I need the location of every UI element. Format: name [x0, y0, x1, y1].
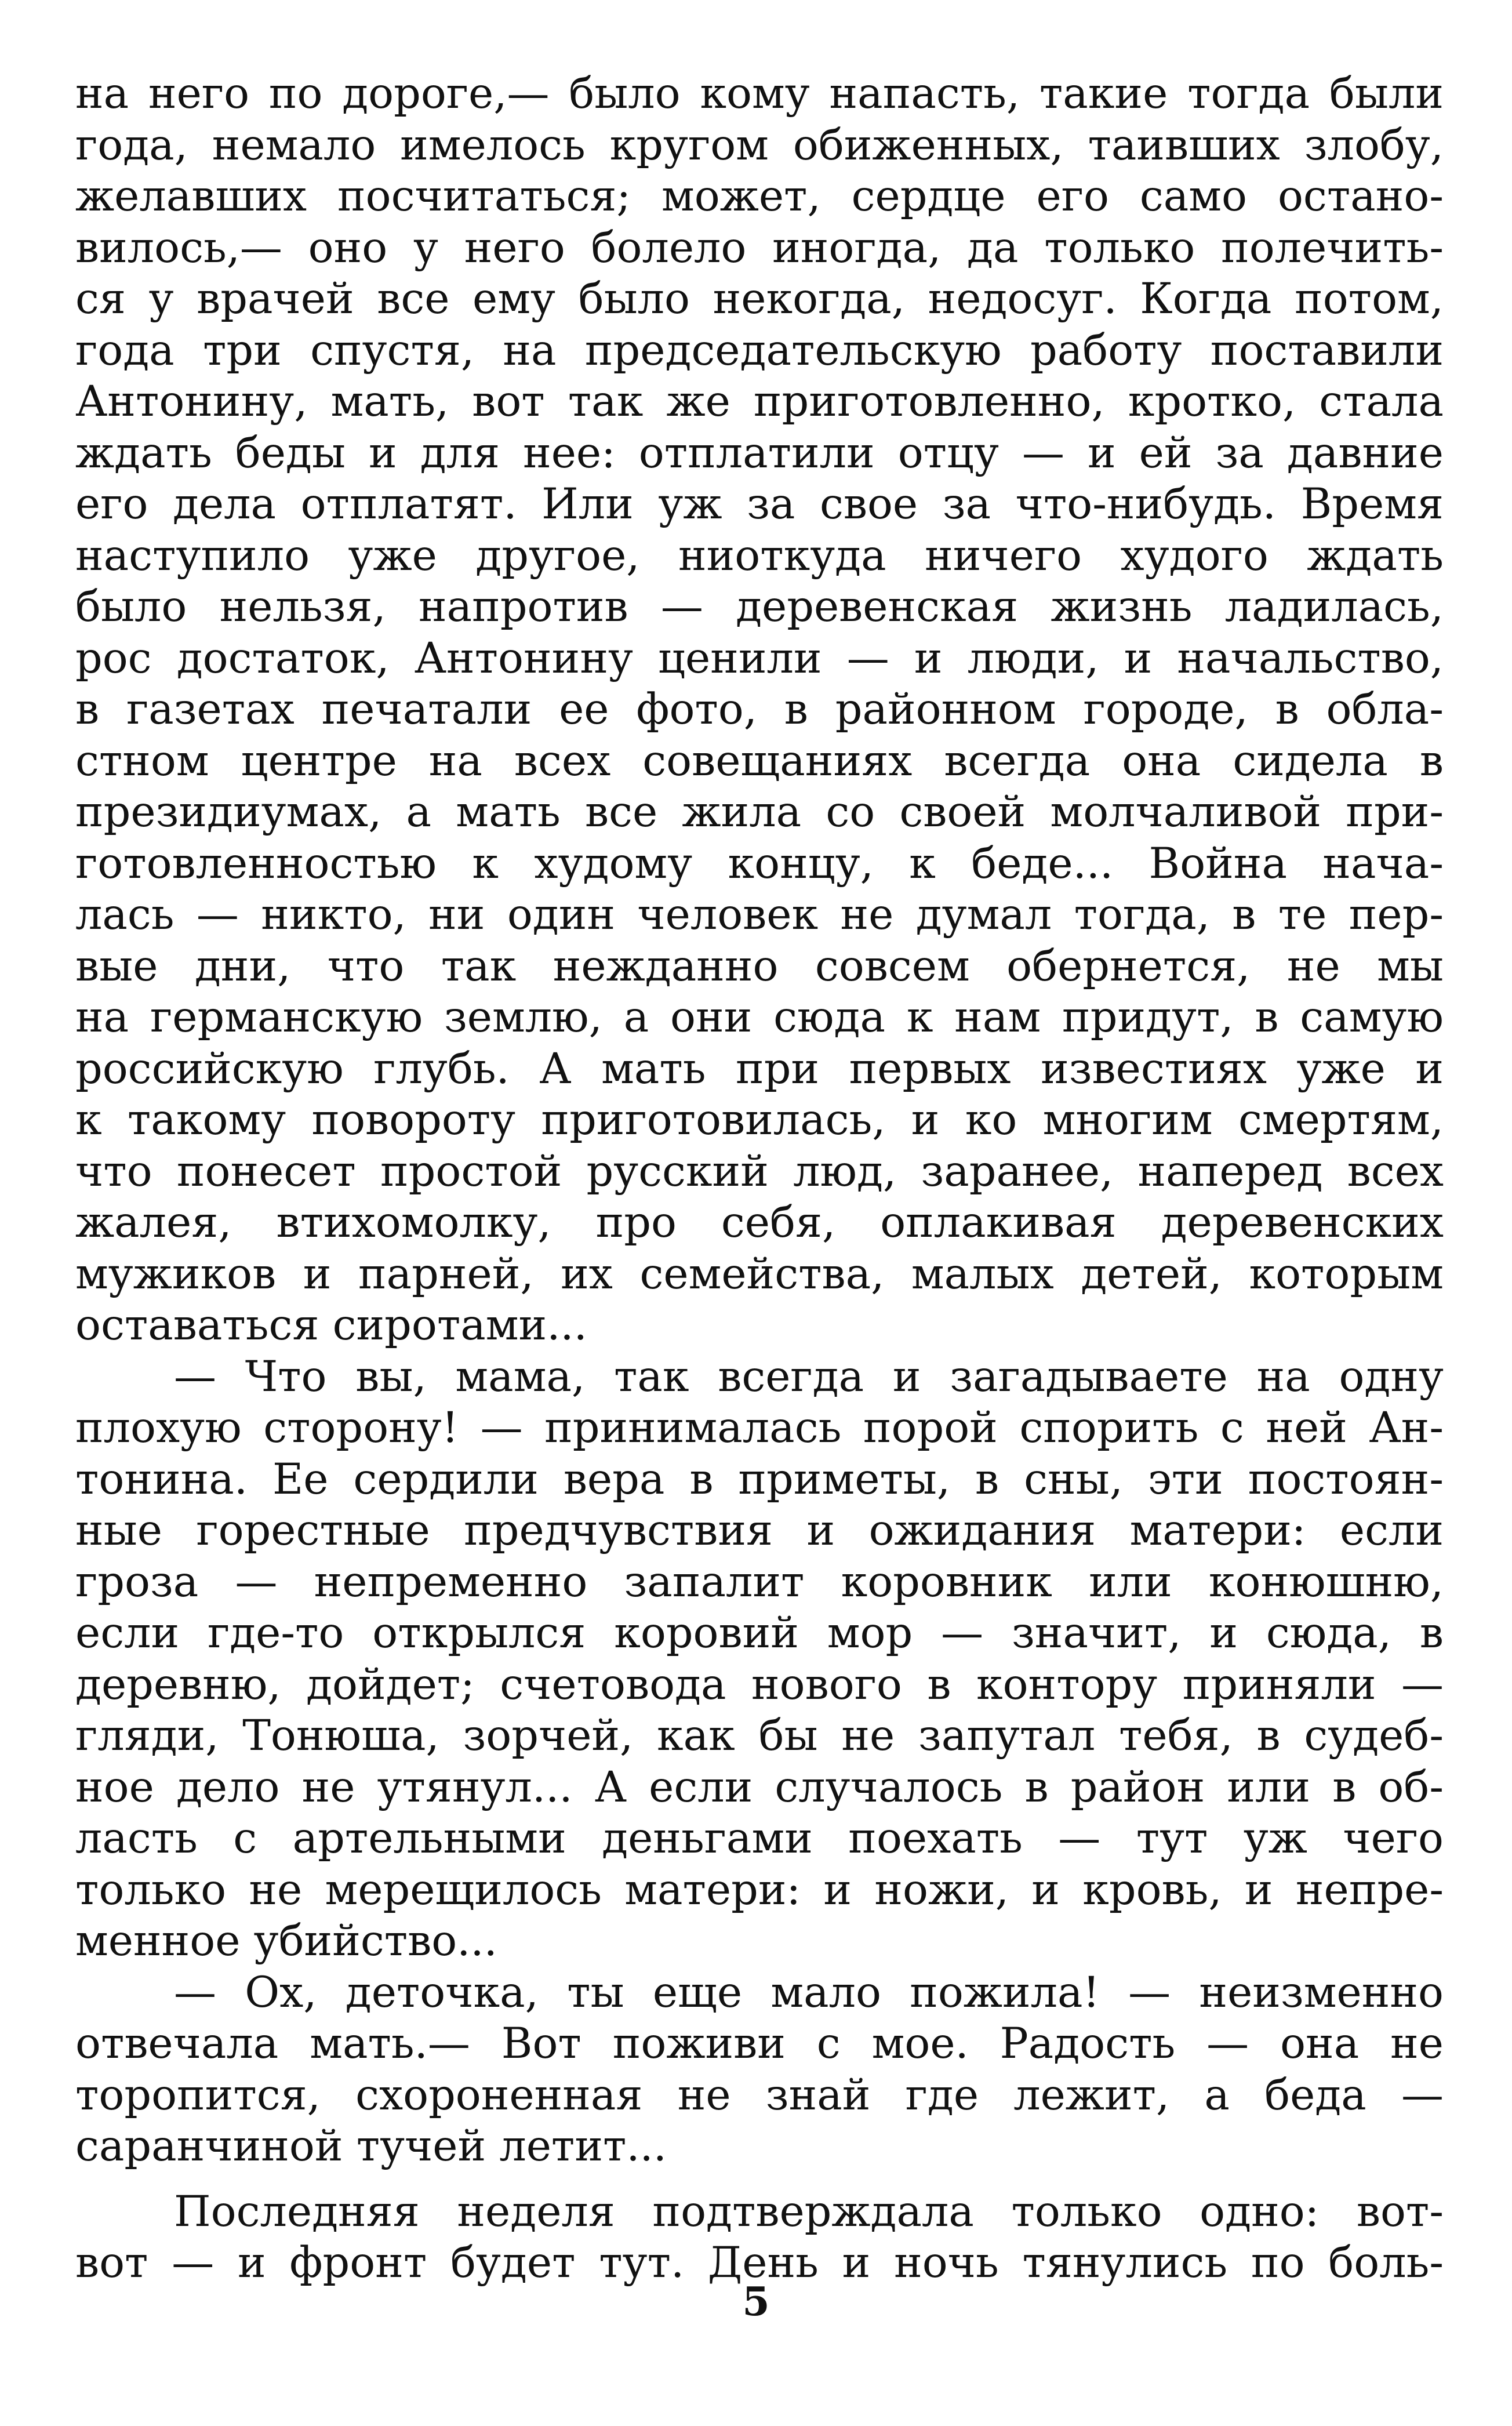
- text-line: менное убийство...: [75, 1916, 497, 1966]
- text-line: — Что вы, мама, так всегда и загадываете на одну: [174, 1352, 1444, 1401]
- text-line: рос достаток, Антонину ценили — и люди, и начальство,: [75, 633, 1444, 683]
- text-line: года, немало имелось кругом обиженных, таивших злобу,: [75, 120, 1444, 170]
- text-line: к такому повороту приготовилась, и ко многим смертям,: [75, 1095, 1444, 1145]
- paragraph: [75, 1967, 1444, 2173]
- text-line: вот — и фронт будет тут. День и ночь тянулись по боль-: [75, 2238, 1444, 2287]
- text-line: ся у врачей все ему было некогда, недосуг. Когда потом,: [75, 274, 1444, 324]
- text-line: вилось,— оно у него болело иногда, да только полечить-: [75, 223, 1444, 273]
- text-line: ные горестные предчувствия и ожидания матери: если: [75, 1506, 1444, 1555]
- text-line: готовленностью к худому концу, к беде... Война нача-: [75, 838, 1444, 888]
- text-line: деревню, дойдет; счетовода нового в контору приняли —: [75, 1659, 1444, 1709]
- text-line: что понесет простой русский люд, заранее, наперед всех: [75, 1146, 1444, 1196]
- text-line: было нельзя, напротив — деревенская жизнь ладилась,: [75, 582, 1444, 631]
- text-line: на него по дороге,— было кому напасть, такие тогда были: [75, 69, 1444, 118]
- text-line: плохую сторону! — принималась порой спорить с ней Ан-: [75, 1403, 1444, 1452]
- text-line: ласть с артельными деньгами поехать — тут уж чего: [75, 1814, 1444, 1863]
- paragraph: [75, 68, 1444, 1352]
- text-line: желавших посчитаться; может, сердце его само остано-: [75, 172, 1444, 221]
- text-line: Антонину, мать, вот так же приготовленно, кротко, стала: [75, 377, 1444, 426]
- text-line: президиумах, а мать все жила со своей молчаливой при-: [75, 787, 1444, 837]
- text-line: его дела отплатят. Или уж за свое за что-нибудь. Время: [75, 480, 1444, 529]
- text-line: ждать беды и для нее: отплатили отцу — и ей за давние: [75, 428, 1444, 478]
- page-body-text: [75, 68, 1444, 2289]
- text-line: ное дело не утянул... А если случалось в район или в об-: [75, 1762, 1444, 1812]
- text-line: — Ох, деточка, ты еще мало пожила! — неизменно: [174, 1967, 1444, 2017]
- text-line: лась — никто, ни один человек не думал тогда, в те пер-: [75, 890, 1444, 939]
- text-line: стном центре на всех совещаниях всегда она сидела в: [75, 736, 1444, 786]
- text-line: саранчиной тучей летит...: [75, 2122, 667, 2171]
- text-line: в газетах печатали ее фото, в районном городе, в обла-: [75, 685, 1444, 734]
- paragraph: [75, 1352, 1444, 1967]
- text-line: на германскую землю, а они сюда к нам придут, в самую: [75, 993, 1444, 1042]
- text-line: вые дни, что так нежданно совсем обернется, не мы: [75, 941, 1444, 991]
- text-line: гляди, Тонюша, зорчей, как бы не запутал тебя, в судеб-: [75, 1711, 1444, 1760]
- text-line: жалея, втихомолку, про себя, оплакивая деревенских: [75, 1198, 1444, 1247]
- text-line: мужиков и парней, их семейства, малых детей, которым: [75, 1249, 1444, 1299]
- text-line: торопится, схороненная не знай где лежит, а беда —: [75, 2070, 1444, 2120]
- paragraph-gap: [75, 2173, 1444, 2187]
- text-line: тонина. Ее сердили вера в приметы, в сны, эти постоян-: [75, 1454, 1444, 1504]
- text-line: гроза — непременно запалит коровник или конюшню,: [75, 1557, 1444, 1607]
- text-line: года три спустя, на председательскую работу поставили: [75, 325, 1444, 375]
- text-line: российскую глубь. А мать при первых известиях уже и: [75, 1044, 1444, 1094]
- paragraph: [75, 2187, 1444, 2289]
- page-number: 5: [742, 2279, 770, 2325]
- text-line: Последняя неделя подтверждала только одно: вот-: [174, 2187, 1444, 2236]
- text-line: наступило уже другое, ниоткуда ничего худого ждать: [75, 531, 1444, 580]
- text-line: отвечала мать.— Вот поживи с мое. Радость — она не: [75, 2019, 1444, 2068]
- text-line: только не мерещилось матери: и ножи, и кровь, и непре-: [75, 1865, 1444, 1915]
- text-line: оставаться сиротами...: [75, 1301, 587, 1350]
- text-line: если где-то открылся коровий мор — значит, и сюда, в: [75, 1608, 1444, 1658]
